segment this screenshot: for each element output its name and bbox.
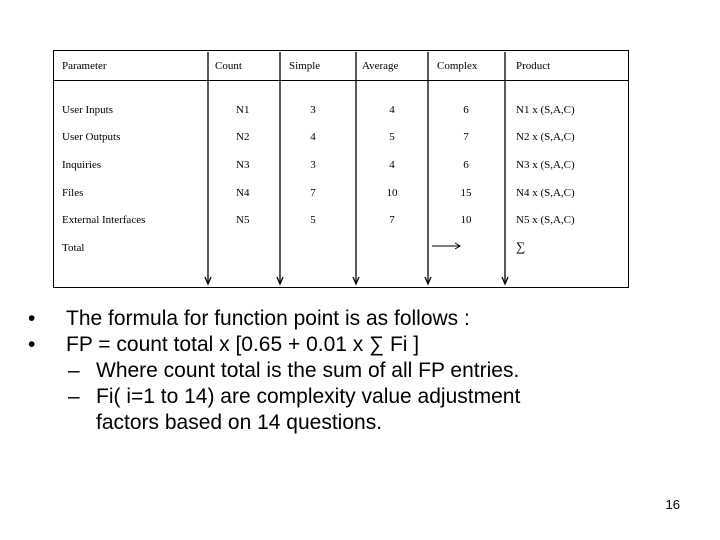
sub-bullet-continuation (28, 410, 708, 436)
row-parameter: Inquiries (62, 159, 102, 171)
header-complex: Complex (437, 60, 478, 72)
sub-bullet-text: Fi( i=1 to 14) are complexity value adjustment (96, 385, 521, 408)
sum-symbol: ∑ (516, 239, 526, 254)
sub-bullet-item (28, 384, 708, 410)
header-product: Product (516, 60, 551, 72)
row-parameter: User Inputs (62, 104, 114, 116)
row-complex: 10 (460, 214, 472, 226)
row-parameter: User Outputs (62, 131, 121, 143)
row-product: N3 x (S,A,C) (516, 159, 575, 171)
row-average: 4 (389, 159, 395, 171)
page-number: 16 (665, 497, 680, 512)
table-row (62, 131, 575, 143)
total-label: Total (62, 242, 85, 254)
sub-bullet-mark: – (68, 359, 80, 382)
total-arrow-icon (432, 243, 460, 249)
table-row (62, 214, 575, 226)
row-simple: 4 (310, 131, 316, 143)
row-average: 7 (389, 214, 395, 226)
row-count: N3 (236, 159, 250, 171)
sub-bullet-item (28, 358, 708, 384)
row-complex: 6 (463, 104, 469, 116)
row-average: 5 (389, 131, 395, 143)
bullet-item (28, 306, 708, 332)
row-average: 4 (389, 104, 395, 116)
row-complex: 7 (463, 131, 469, 143)
row-simple: 3 (310, 159, 316, 171)
row-complex: 6 (463, 159, 469, 171)
header-parameter: Parameter (62, 60, 107, 72)
bullet-text: The formula for function point is as follows : (66, 307, 470, 330)
row-simple: 3 (310, 104, 316, 116)
table-row (62, 187, 575, 199)
header-simple: Simple (289, 60, 321, 72)
table-row (62, 104, 575, 116)
row-simple: 7 (310, 187, 316, 199)
row-product: N4 x (S,A,C) (516, 187, 575, 199)
sub-bullet-mark: – (68, 385, 80, 408)
row-count: N1 (236, 104, 250, 116)
header-count: Count (215, 60, 242, 72)
row-count: N2 (236, 131, 250, 143)
table-row (62, 159, 575, 171)
sub-bullet-text: factors based on 14 questions. (96, 411, 383, 434)
row-complex: 15 (460, 187, 472, 199)
header-average: Average (362, 60, 399, 72)
row-parameter: External Interfaces (62, 214, 146, 226)
row-average: 10 (386, 187, 398, 199)
formula-text: FP = count total x [0.65 + 0.01 x ∑ Fi ] (66, 333, 420, 356)
row-product: N1 x (S,A,C) (516, 104, 575, 116)
row-product: N2 x (S,A,C) (516, 131, 575, 143)
bullet-item (28, 332, 708, 358)
row-simple: 5 (310, 214, 316, 226)
sub-bullet-text: Where count total is the sum of all FP entries. (96, 359, 520, 382)
row-product: N5 x (S,A,C) (516, 214, 575, 226)
bullet-mark: • (28, 307, 36, 330)
row-parameter: Files (62, 187, 84, 199)
bullet-list (28, 306, 708, 436)
row-count: N5 (236, 214, 250, 226)
row-count: N4 (236, 187, 250, 199)
bullet-mark: • (28, 333, 36, 356)
